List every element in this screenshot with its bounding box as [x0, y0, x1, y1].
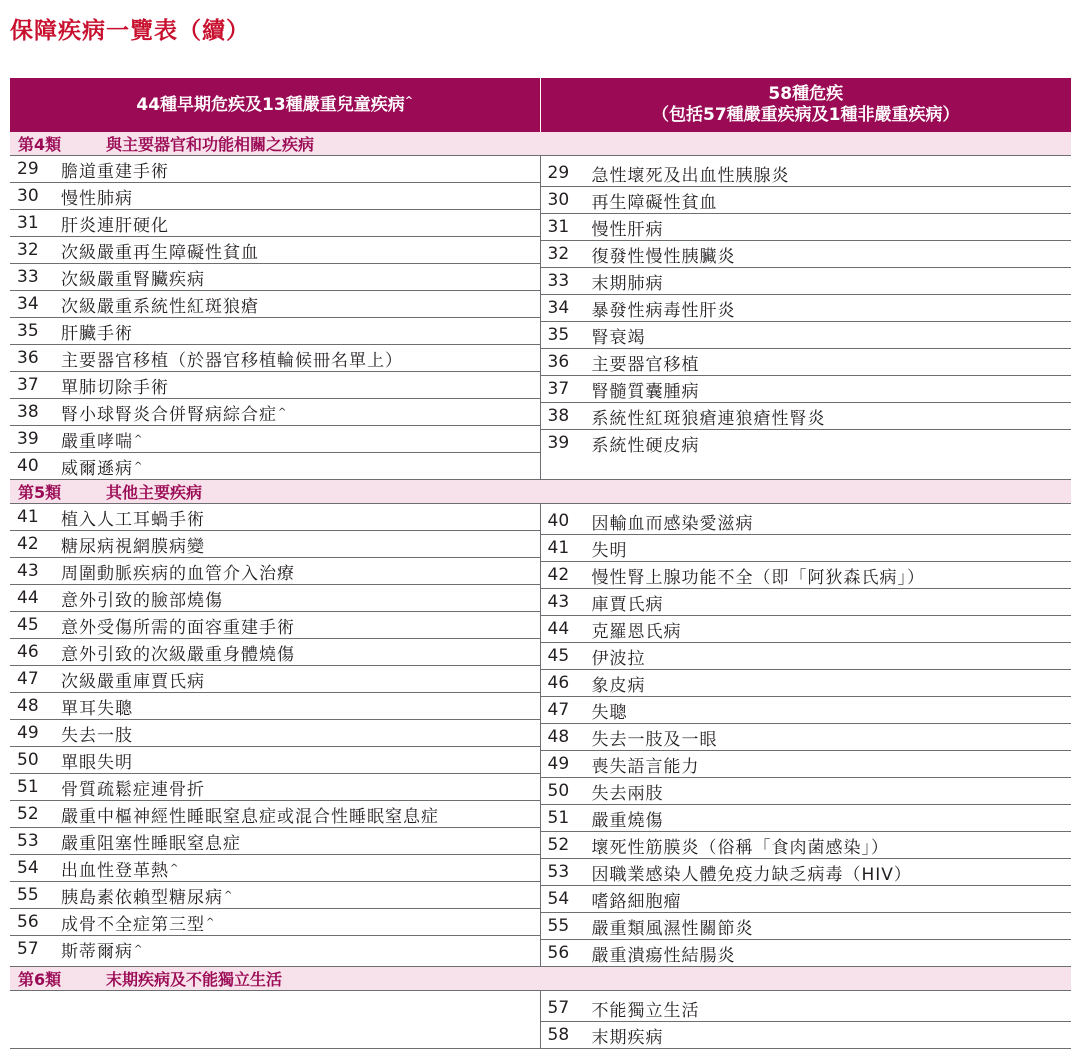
item-number: 55 — [17, 885, 39, 905]
item-number: 42 — [547, 565, 570, 585]
list-item — [541, 508, 1072, 535]
item-name: 伊波拉 — [591, 648, 646, 669]
list-item — [541, 1022, 1072, 1048]
header-right-line1: 58種危疾 — [768, 84, 844, 105]
item-mark: ^ — [206, 916, 216, 928]
item-number: 53 — [17, 831, 39, 851]
list-item — [10, 801, 540, 828]
list-item — [10, 720, 540, 747]
item-mark: ^ — [278, 406, 288, 418]
list-item — [541, 187, 1072, 214]
item-name: 嗜鉻細胞瘤 — [591, 891, 682, 912]
list-item — [10, 936, 540, 962]
list-item — [10, 774, 540, 801]
item-number: 57 — [17, 939, 39, 959]
early-critical-illness-column — [10, 504, 540, 967]
item-number: 29 — [17, 159, 39, 179]
item-number: 52 — [547, 835, 570, 855]
list-item — [541, 913, 1072, 940]
item-name: 嚴重類風濕性關節炎 — [591, 918, 754, 939]
table-body — [10, 132, 1071, 1049]
list-item — [541, 778, 1072, 805]
item-number: 30 — [17, 186, 39, 206]
item-number: 45 — [547, 646, 570, 666]
list-item — [10, 372, 540, 399]
item-name: 壞死性筋膜炎（俗稱「食肉菌感染」） — [591, 837, 889, 858]
list-item — [10, 504, 540, 531]
category-header — [10, 132, 1071, 156]
item-number: 49 — [17, 723, 39, 743]
item-name: 嚴重哮喘 — [61, 431, 133, 452]
item-name: 克羅恩氏病 — [591, 621, 682, 642]
item-number: 56 — [17, 912, 39, 932]
list-item — [541, 562, 1072, 589]
item-name: 肝炎連肝硬化 — [61, 215, 169, 236]
list-item — [541, 403, 1072, 430]
list-item — [541, 160, 1072, 187]
category-number: 第5類 — [18, 483, 62, 502]
item-number: 38 — [17, 402, 39, 422]
list-item — [541, 241, 1072, 268]
item-name: 嚴重中樞神經性睡眠窒息症或混合性睡眠窒息症 — [61, 806, 439, 827]
category-number: 第6類 — [18, 970, 62, 989]
list-item — [10, 666, 540, 693]
category-header — [10, 480, 1071, 504]
item-number: 48 — [17, 696, 39, 716]
item-mark: ^ — [134, 460, 144, 472]
header-left-label: 44種早期危疾及13種嚴重兒童疾病 — [136, 94, 405, 115]
list-item — [10, 558, 540, 585]
item-number: 50 — [547, 781, 570, 801]
list-item — [10, 345, 540, 372]
item-name: 植入人工耳蝸手術 — [61, 509, 205, 530]
item-name: 次級嚴重系統性紅斑狼瘡 — [61, 296, 259, 317]
item-number: 40 — [17, 456, 39, 476]
list-item — [10, 318, 540, 345]
list-item — [541, 832, 1072, 859]
list-item — [541, 322, 1072, 349]
item-mark: ^ — [134, 433, 144, 445]
category-row — [10, 480, 1071, 504]
list-item — [541, 995, 1072, 1022]
item-name: 腎小球腎炎合併腎病綜合症 — [61, 404, 277, 425]
page-title: 保障疾病一覽表（續） — [10, 18, 250, 44]
item-name: 急性壞死及出血性胰腺炎 — [591, 165, 790, 186]
item-name: 單肺切除手術 — [61, 377, 169, 398]
item-number: 33 — [547, 271, 570, 291]
list-item — [10, 909, 540, 936]
item-number: 54 — [17, 858, 39, 878]
list-item — [541, 616, 1072, 643]
list-item — [10, 183, 540, 210]
list-item — [541, 859, 1072, 886]
item-name: 不能獨立生活 — [591, 1000, 700, 1021]
item-name: 嚴重燒傷 — [591, 810, 664, 831]
item-name: 膽道重建手術 — [61, 161, 169, 182]
item-number: 44 — [547, 619, 570, 639]
item-number: 32 — [547, 244, 570, 264]
list-item — [541, 376, 1072, 403]
list-item — [541, 535, 1072, 562]
item-number: 54 — [547, 889, 570, 909]
item-name: 出血性登革熱 — [61, 860, 169, 881]
list-item — [541, 751, 1072, 778]
list-item — [541, 430, 1072, 456]
category-header — [10, 967, 1071, 991]
item-name: 因職業感染人體免疫力缺乏病毒（HIV） — [591, 864, 912, 885]
item-number: 57 — [547, 998, 570, 1018]
list-item — [541, 268, 1072, 295]
category-items-row — [10, 156, 1071, 480]
item-name: 失去兩肢 — [591, 783, 664, 804]
item-name: 腎衰竭 — [591, 327, 646, 348]
item-number: 39 — [17, 429, 39, 449]
item-number: 53 — [547, 862, 570, 882]
item-number: 43 — [547, 592, 570, 612]
early-critical-illness-column — [10, 991, 540, 1049]
category-number: 第4類 — [18, 135, 62, 154]
item-name: 威爾遜病 — [61, 458, 133, 479]
disease-table — [10, 78, 1071, 1049]
category-title: 與主要器官和功能相關之疾病 — [106, 135, 315, 154]
table-header-row — [10, 78, 1071, 132]
item-number: 33 — [17, 267, 39, 287]
header-right-line2: （包括57種嚴重疾病及1種非嚴重疾病） — [652, 105, 960, 125]
list-item — [10, 639, 540, 666]
list-item — [541, 589, 1072, 616]
item-number: 55 — [547, 916, 570, 936]
item-mark: ^ — [134, 943, 144, 955]
category-items-row — [10, 504, 1071, 967]
category-title: 其他主要疾病 — [106, 483, 203, 502]
item-name: 肝臟手術 — [61, 323, 133, 344]
critical-illness-column — [540, 156, 1071, 480]
item-number: 41 — [17, 507, 39, 527]
item-number: 42 — [17, 534, 39, 554]
item-name: 周圍動脈疾病的血管介入治療 — [61, 563, 295, 584]
header-early-critical-illness — [10, 78, 540, 132]
item-number: 34 — [17, 294, 39, 314]
list-item — [10, 210, 540, 237]
item-name: 暴發性病毒性肝炎 — [591, 300, 736, 321]
item-number: 47 — [17, 669, 39, 689]
item-number: 52 — [17, 804, 39, 824]
list-item — [541, 886, 1072, 913]
item-number: 50 — [17, 750, 39, 770]
item-name: 斯蒂爾病 — [61, 941, 133, 962]
item-number: 43 — [17, 561, 39, 581]
item-name: 意外引致的臉部燒傷 — [61, 590, 223, 611]
header-left-mark: ^ — [404, 94, 414, 106]
item-name: 庫賈氏病 — [591, 594, 664, 615]
item-name: 意外引致的次級嚴重身體燒傷 — [61, 644, 295, 665]
item-number: 45 — [17, 615, 39, 635]
list-item — [541, 697, 1072, 724]
list-item — [541, 670, 1072, 697]
item-name: 失去一肢 — [61, 725, 133, 746]
list-item — [541, 349, 1072, 376]
item-name: 腎髓質囊腫病 — [591, 381, 700, 402]
list-item — [541, 643, 1072, 670]
item-name: 主要器官移植 — [591, 354, 700, 375]
item-number: 31 — [547, 217, 570, 237]
category-items-row — [10, 991, 1071, 1049]
item-number: 56 — [547, 943, 570, 963]
item-number: 30 — [547, 190, 570, 210]
item-name: 次級嚴重庫賈氏病 — [61, 671, 205, 692]
item-name: 系統性硬皮病 — [591, 435, 700, 456]
list-item — [10, 399, 540, 426]
list-item — [10, 156, 540, 183]
item-name: 失聰 — [591, 702, 628, 723]
list-item — [10, 747, 540, 774]
item-number: 35 — [547, 325, 570, 345]
item-number: 34 — [547, 298, 570, 318]
item-mark: ^ — [224, 889, 234, 901]
item-name: 意外受傷所需的面容重建手術 — [61, 617, 295, 638]
item-number: 47 — [547, 700, 570, 720]
list-item — [541, 805, 1072, 832]
item-name: 慢性肝病 — [591, 219, 664, 240]
item-number: 58 — [547, 1025, 570, 1045]
list-item — [10, 693, 540, 720]
item-name: 慢性肺病 — [61, 188, 133, 209]
item-number: 36 — [17, 348, 39, 368]
item-name: 復發性慢性胰臟炎 — [591, 246, 736, 267]
item-name: 象皮病 — [591, 675, 646, 696]
item-number: 46 — [17, 642, 39, 662]
list-item — [541, 214, 1072, 241]
item-name: 慢性腎上腺功能不全（即「阿狄森氏病」） — [591, 567, 925, 588]
category-title: 末期疾病及不能獨立生活 — [106, 970, 283, 989]
item-number: 31 — [17, 213, 39, 233]
item-number: 41 — [547, 538, 570, 558]
list-item — [10, 882, 540, 909]
item-number: 51 — [547, 808, 570, 828]
item-number: 36 — [547, 352, 570, 372]
item-number: 46 — [547, 673, 570, 693]
item-name: 次級嚴重再生障礙性貧血 — [61, 242, 259, 263]
item-name: 嚴重潰瘍性結腸炎 — [591, 945, 736, 966]
item-mark: ^ — [170, 862, 180, 874]
category-row — [10, 967, 1071, 991]
item-name: 因輸血而感染愛滋病 — [591, 513, 754, 534]
list-item — [10, 453, 540, 479]
list-item — [10, 585, 540, 612]
item-number: 37 — [17, 375, 39, 395]
list-item — [541, 940, 1072, 966]
item-number: 38 — [547, 406, 570, 426]
list-item — [10, 237, 540, 264]
item-number: 39 — [547, 433, 570, 453]
item-number: 29 — [547, 163, 570, 183]
item-name: 骨質疏鬆症連骨折 — [61, 779, 205, 800]
item-name: 喪失語言能力 — [591, 756, 700, 777]
item-number: 35 — [17, 321, 39, 341]
item-name: 失明 — [591, 540, 628, 561]
item-number: 49 — [547, 754, 570, 774]
item-name: 單眼失明 — [61, 752, 133, 773]
item-name: 次級嚴重腎臟疾病 — [61, 269, 205, 290]
item-name: 末期疾病 — [591, 1027, 664, 1048]
item-number: 40 — [547, 511, 570, 531]
critical-illness-column — [540, 504, 1071, 967]
critical-illness-column — [540, 991, 1071, 1049]
item-name: 嚴重阻塞性睡眠窒息症 — [61, 833, 241, 854]
header-critical-illness — [540, 78, 1071, 132]
item-number: 48 — [547, 727, 570, 747]
list-item — [10, 264, 540, 291]
list-item — [541, 295, 1072, 322]
list-item — [10, 855, 540, 882]
early-critical-illness-column — [10, 156, 540, 480]
list-item — [10, 291, 540, 318]
item-name: 成骨不全症第三型 — [61, 914, 205, 935]
item-number: 51 — [17, 777, 39, 797]
item-name: 系統性紅斑狼瘡連狼瘡性腎炎 — [591, 408, 826, 429]
item-number: 37 — [547, 379, 570, 399]
item-name: 單耳失聰 — [61, 698, 133, 719]
item-name: 胰島素依賴型糖尿病 — [61, 887, 223, 908]
item-name: 糖尿病視網膜病變 — [61, 536, 205, 557]
list-item — [10, 612, 540, 639]
item-name: 再生障礙性貧血 — [591, 192, 718, 213]
item-number: 44 — [17, 588, 39, 608]
list-item — [10, 531, 540, 558]
item-number: 32 — [17, 240, 39, 260]
item-name: 失去一肢及一眼 — [591, 729, 718, 750]
category-row — [10, 132, 1071, 156]
list-item — [10, 426, 540, 453]
list-item — [541, 724, 1072, 751]
list-item — [10, 828, 540, 855]
item-name: 主要器官移植（於器官移植輪候冊名單上） — [61, 350, 403, 371]
item-name: 末期肺病 — [591, 273, 664, 294]
